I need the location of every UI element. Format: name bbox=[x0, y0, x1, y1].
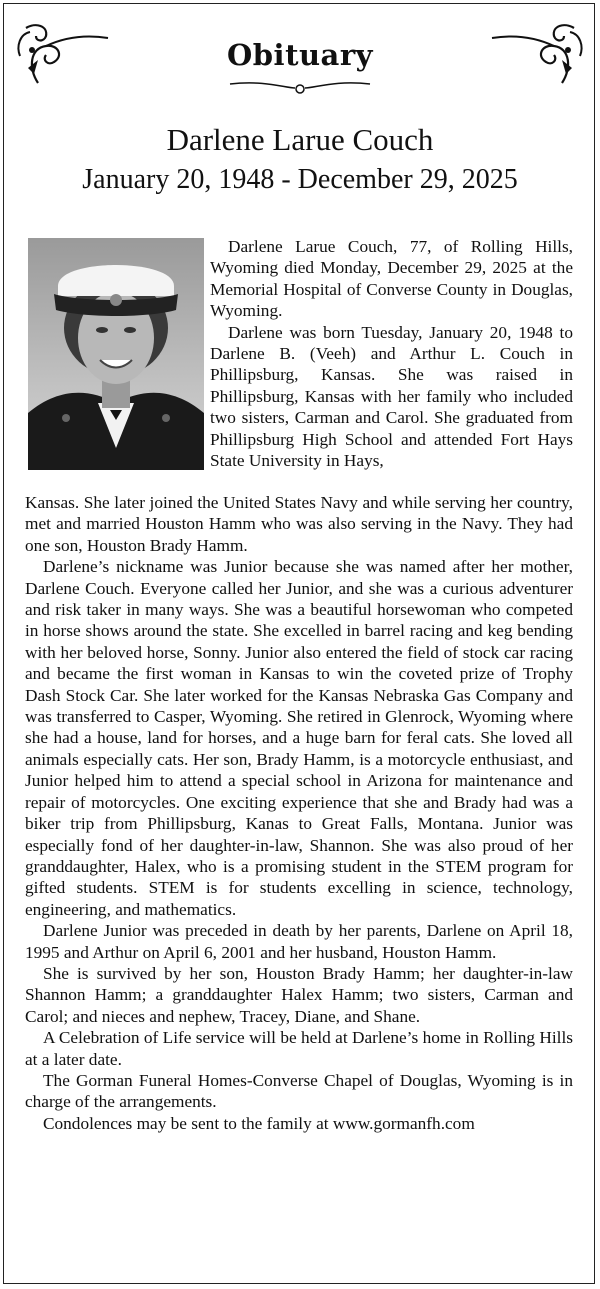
heading-flourish-icon bbox=[225, 76, 375, 98]
body-paragraph: A Celebration of Life service will be held at Darlene’s home in Rolling Hills at a later date. bbox=[25, 1028, 573, 1069]
body-paragraph: She is survived by her son, Houston Brady Hamm; her daughter-in-law Shannon Hamm; a granddaughter Halex Hamm; two sisters, Carman and Carol; and nieces and nephew, Tracey, Diane, and Shane. bbox=[25, 963, 573, 1026]
body-paragraph: Kansas. She later joined the United States Navy and while serving her country, met and married Houston Hamm who was also serving in the Navy. They had one son, Houston Brady Hamm. bbox=[25, 493, 573, 555]
body-paragraph: Darlene Junior was preceded in death by her parents, Darlene on April 18, 1995 and Arthur on April 6, 2001 and her husband, Houston Hamm. bbox=[25, 921, 573, 962]
obituary-text-full bbox=[25, 492, 573, 1134]
decedent-name: Darlene Larue Couch bbox=[166, 122, 434, 157]
obituary-heading: Obituary bbox=[227, 38, 373, 72]
life-dates: January 20, 1948 - December 29, 2025 bbox=[82, 164, 518, 195]
body-paragraph: Darlene was born Tuesday, January 20, 1948 to Darlene B. (Veeh) and Arthur L. Couch in Phillipsburg, Kansas. She was raised in Phillipsburg, Kansas with her family who included two sisters, Carman and Carol. She graduated from Phillipsburg High School and attended Fort Hays State University in Hays, bbox=[210, 322, 573, 471]
body-paragraph: The Gorman Funeral Homes-Converse Chapel of Douglas, Wyoming is in charge of the arrangements. bbox=[25, 1070, 573, 1112]
obituary-text-wrapped bbox=[210, 236, 573, 471]
portrait-photo bbox=[28, 238, 204, 470]
body-paragraph: Darlene Larue Couch, 77, of Rolling Hills, Wyoming died Monday, December 29, 2025 at the Memorial Hospital of Converse County in Douglas, Wyoming. bbox=[210, 237, 573, 321]
body-paragraph: Condolences may be sent to the family at www.gormanfh.com bbox=[43, 1113, 475, 1133]
body-paragraph: Darlene’s nickname was Junior because she was named after her mother, Darlene Couch. Everyone called her Junior, and she was a curious adventurer and risk taker in many ways. She was a beautiful horsewoman who competed in horse shows around the state. She excelled in barrel racing and keg bending with her beloved horse, Sonny. Junior also entered the field of stock car racing and became the first woman in Kansas to win the coveted prize of Trophy Dash Stock Car. She later worked for the Kansas Nebraska Gas Company and was transferred to Casper, Wyoming. She retired in Glenrock, Wyoming where she had a house, land for horses, and a huge barn for feral cats. She loved all animals especially cats. Her son, Brady Hamm, is a motorcycle enthusiast, and Junior helped him to attend a special school in Arizona for maintenance and repair of motorcycles. One exciting experience that she and Brady had was a biker trip from Phillipsburg, Kanas to Great Falls, Montana. Junior was especially fond of her daughter-in-law, Shannon. She was also proud of her granddaughter, Halex, who is a promising student in the STEM program for gifted students. STEM is for students excelling in science, technology, engineering, and mathematics. bbox=[25, 557, 573, 919]
